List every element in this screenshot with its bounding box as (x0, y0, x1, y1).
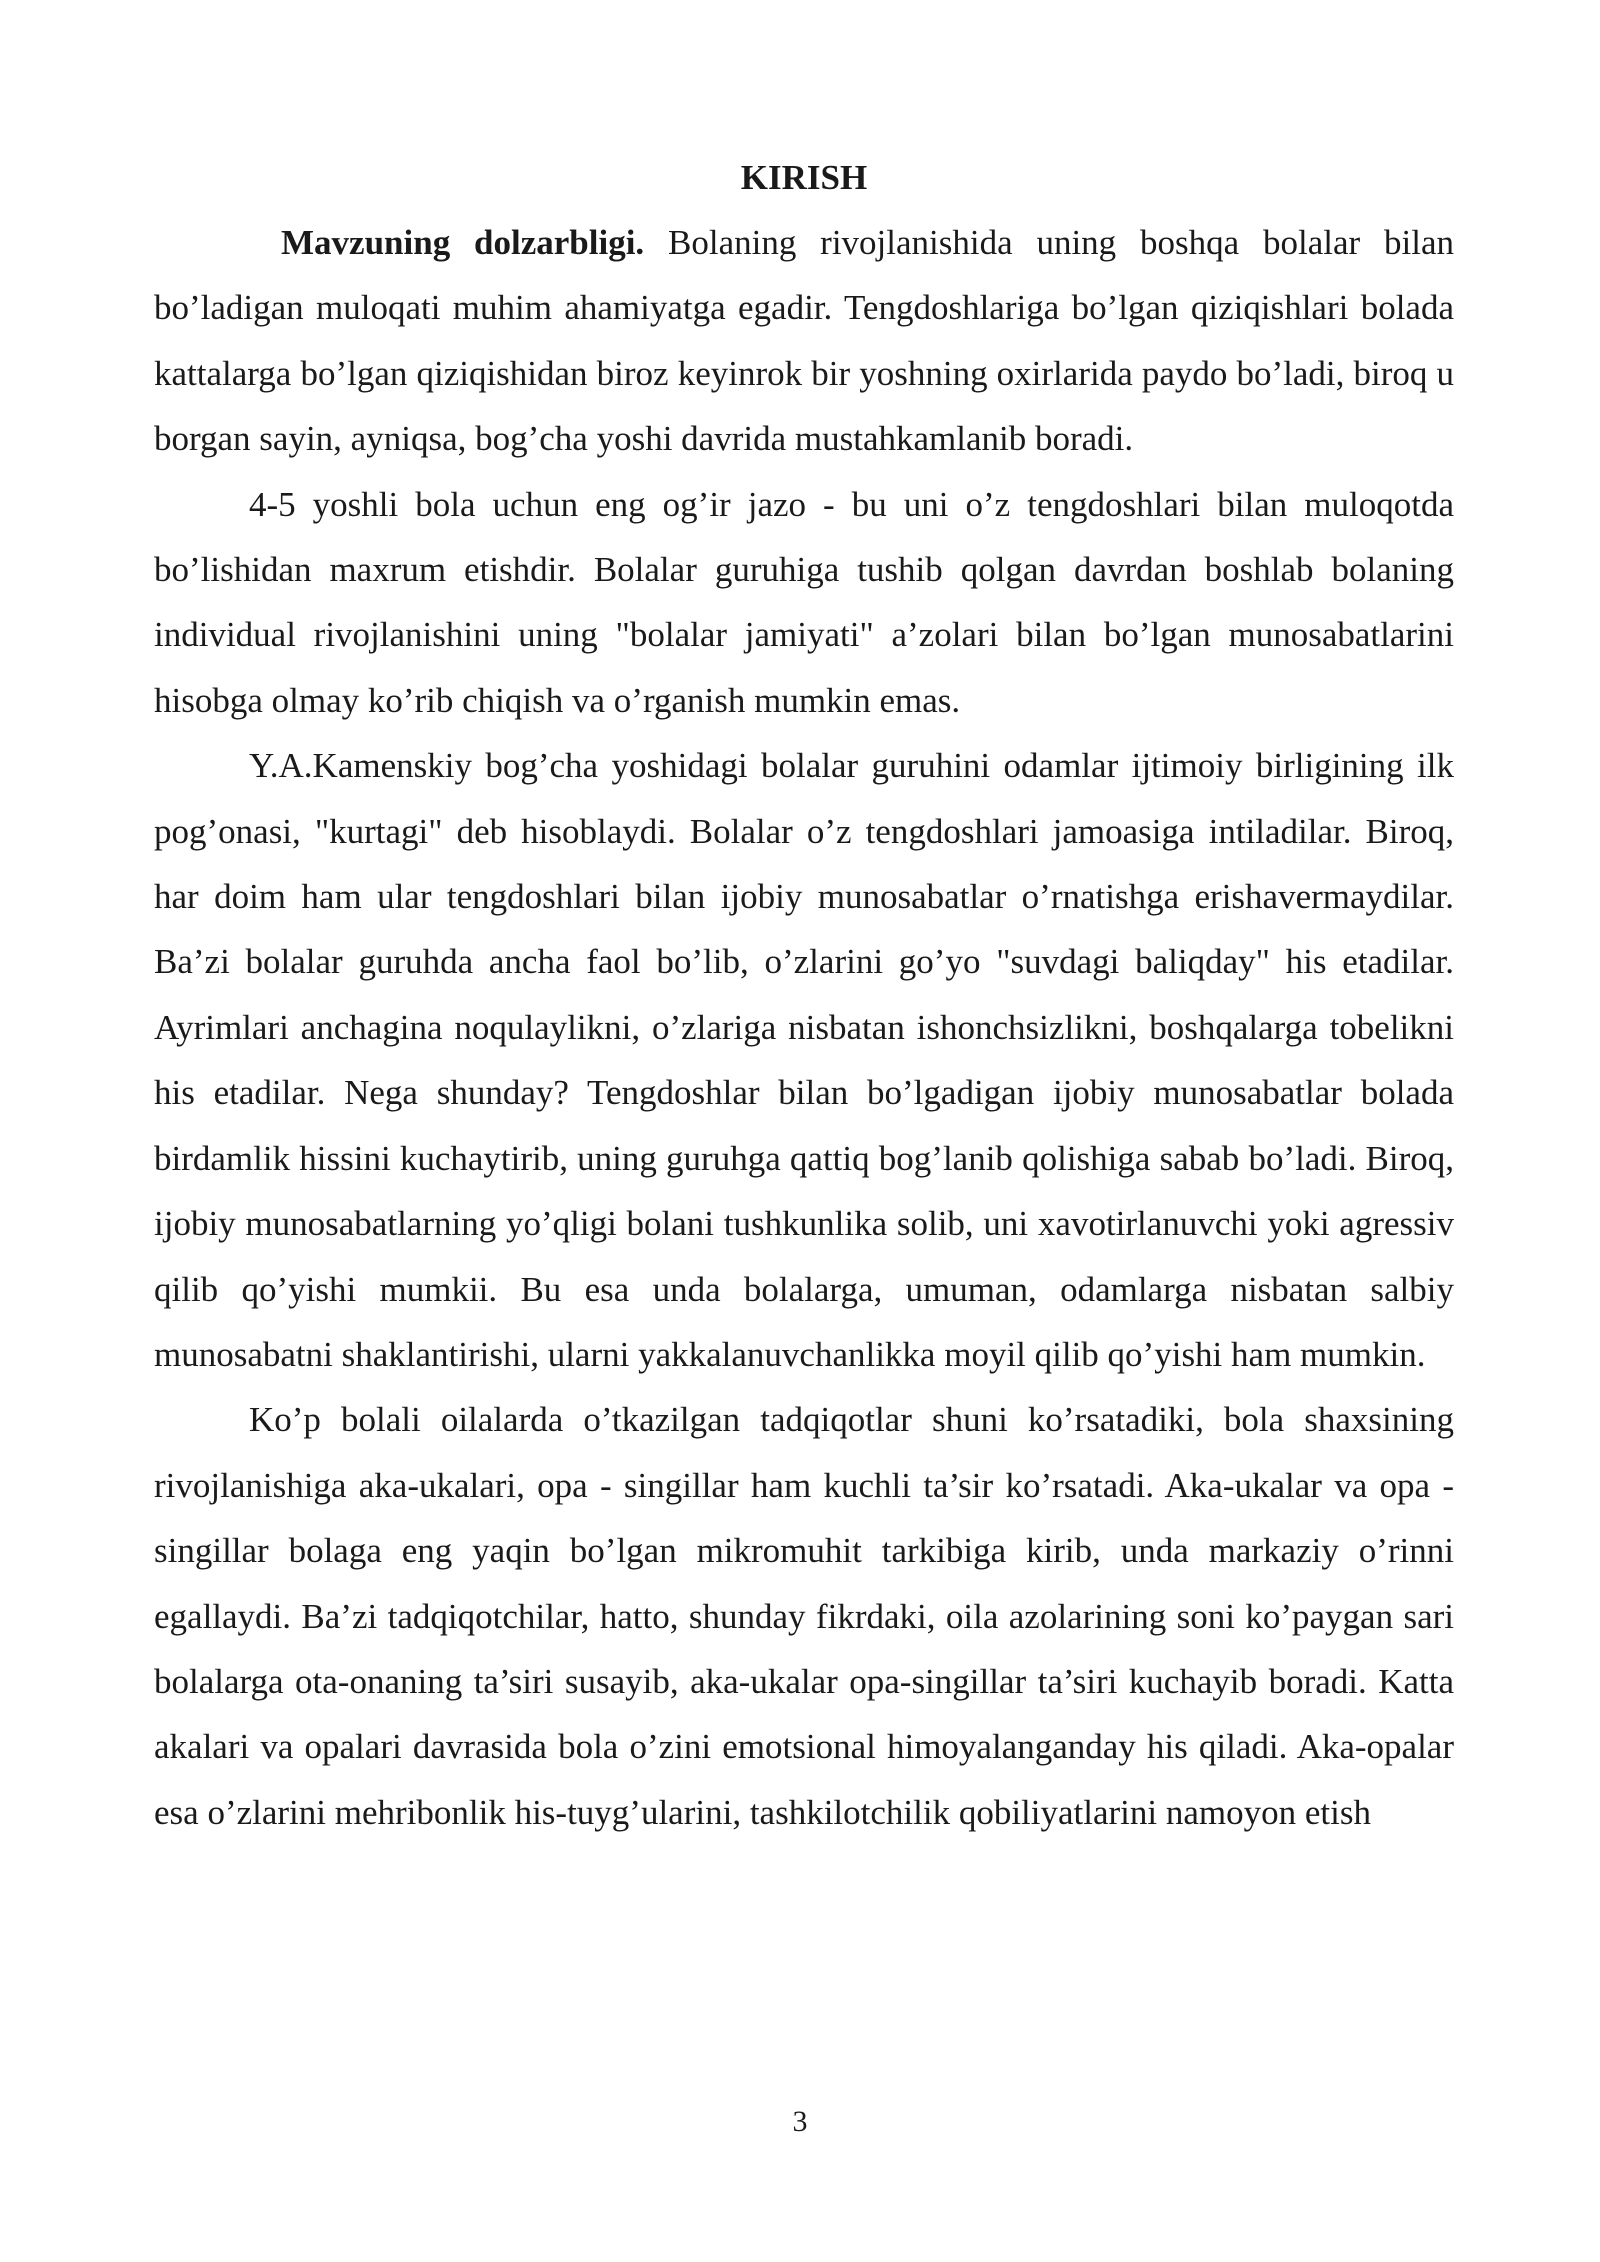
paragraph-4: Ko’p bolali oilalarda o’tkazilgan tadqiqotlar shuni ko’rsatadiki, bola shaxsining rivojlanishiga aka-ukalari, opa - singillar ham kuchli ta’sir ko’rsatadi. Aka-ukalar va opa - singillar bolaga eng yaqin bo’lgan mikromuhit tarkibiga kirib, unda markaziy o’rinni egallaydi. Ba’zi tadqiqotchilar, hatto, shunday fikrdaki, oila azolarining soni ko’paygan sari bolalarga ota-onaning ta’siri susayib, aka-ukalar opa-singillar ta’siri kuchayib boradi. Katta akalari va opalari davrasida bola o’zini emotsional himoyalanganday his qiladi. Aka-opalar esa o’zlarini mehribonlik his-tuyg’ularini, tashkilotchilik qobiliyatlarini namoyon etish (154, 1400, 1454, 1832)
page-heading: KIRISH (740, 158, 868, 197)
paragraph-3: Y.A.Kamenskiy bog’cha yoshidagi bolalar guruhini odamlar ijtimoiy birligining ilk pog’onasi, "kurtagi" deb hisoblaydi. Bolalar o’z tengdoshlari jamoasiga intiladilar. Biroq, har doim ham ular tengdoshlari bilan ijobiy munosabatlar o’rnatishga erishavermaydilar. Ba’zi bolalar guruhda ancha faol bo’lib, o’zlarini go’yo "suvdagi baliqday" his etadilar. Ayrimlari anchagina noqulaylikni, o’zlariga nisbatan ishonchsizlikni, boshqalarga tobelikni his etadilar. Nega shunday? Tengdoshlar bilan bo’lgadigan ijobiy munosabatlar bolada birdamlik hissini kuchaytirib, uning guruhga qattiq bog’lanib qolishiga sabab bo’ladi. Biroq, ijobiy munosabatlarning yo’qligi bolani tushkunlika solib, uni xavotirlanuvchi yoki agressiv qilib qo’yishi mumkii. Bu esa unda bolalarga, umuman, odamlarga nisbatan salbiy munosabatni shaklantirishi, ularni yakkalanuvchanlikka moyil qilib qo’yishi ham mumkin. (154, 746, 1454, 1374)
page-number: 3 (792, 2105, 808, 2138)
paragraph-text: Bolaning rivojlanishida uning boshqa bolalar bilan bo’ladigan muloqati muhim ahamiyatga egadir. Tengdoshlariga bo’lgan qiziqishlari bolada kattalarga bo’lgan qiziqishidan biroz keyinrok bir yoshning oxirlarida paydo bo’ladi, biroq u borgan sayin, ayniqsa, bog’cha yoshi davrida mustahkamlanib boradi. (154, 223, 1454, 459)
paragraph-2: 4-5 yoshli bola uchun eng og’ir jazo - bu uni o’z tengdoshlari bilan muloqotda bo’lishidan maxrum etishdir. Bolalar guruhiga tushib qolgan davrdan boshlab bolaning individual rivojlanishini uning "bolalar jamiyati" a’zolari bilan bo’lgan munosabatlarini hisobga olmay ko’rib chiqish va o’rganish mumkin emas. (154, 484, 1454, 720)
paragraph-relevance (154, 210, 1454, 472)
paragraph-lead: Mavzuning dolzarbligi. (281, 223, 645, 262)
page-content (154, 145, 1454, 1845)
